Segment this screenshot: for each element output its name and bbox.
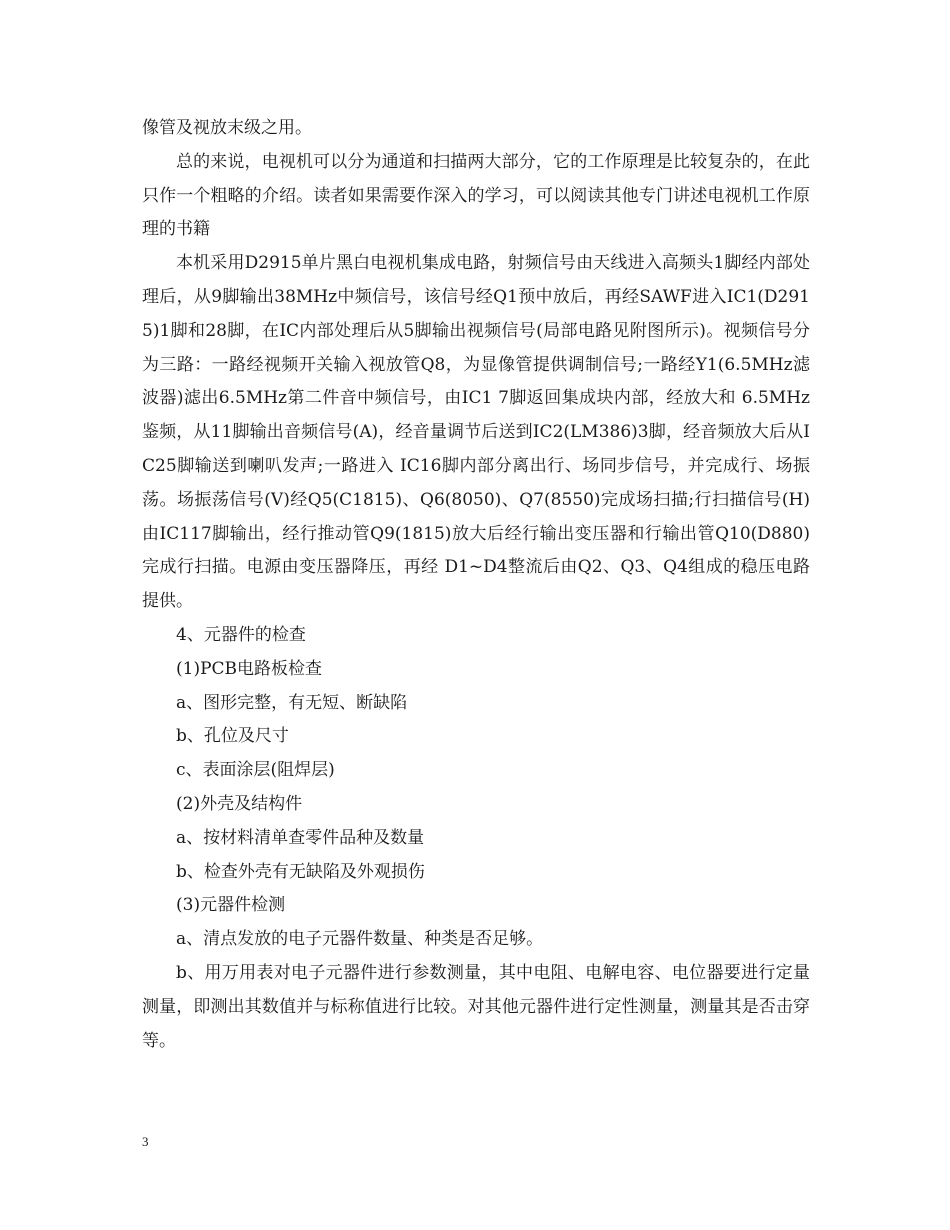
document-body [142,112,810,1058]
paragraph: 本机采用D2915单片黑白电视机集成电路，射频信号由天线进入高频头1脚经内部处理后，从9脚输出38MHz中频信号，该信号经Q1预中放后，再经SAWF进入IC1(D2915)1脚和28脚，在IC内部处理后从5脚输出视频信号(局部电路见附图所示)。视频信号分为三路：一路经视频开关输入视放管Q8，为显像管提供调制信号;一路经Y1(6.5MHz滤波器)滤出6.5MHz第二件音中频信号，由IC1 7脚返回集成块内部，经放大和 6.5MHz 鉴频，从11脚输出音频信号(A)，经音量调节后送到IC2(LM386)3脚，经音频放大后从IC25脚输送到喇叭发声;一路进入 IC16脚内部分离出行、场同步信号，并完成行、场振荡。场振荡信号(V)经Q5(C1815)、Q6(8050)、Q7(8550)完成场扫描;行扫描信号(H)由IC117脚输出，经行推动管Q9(1815)放大后经行输出变压器和行输出管Q10(D880)完成行扫描。电源由变压器降压，再经 D1~D4整流后由Q2、Q3、Q4组成的稳压电路提供。 [142,253,810,612]
list-item: a、按材料清单查零件品种及数量 [176,827,425,848]
paragraph: b、用万用表对电子元器件进行参数测量，其中电阻、电解电容、电位器要进行定量测量，即测出其数值并与标称值进行比较。对其他元器件进行定性测量，测量其是否击穿等。 [142,962,810,1051]
page-number: 3 [142,1134,149,1149]
section-heading: 4、元器件的检查 [176,624,306,645]
list-item: b、孔位及尺寸 [176,726,289,747]
paragraph: 像管及视放末级之用。 [142,118,312,138]
subsection-heading: (3)元器件检测 [176,895,286,916]
list-item: a、清点发放的电子元器件数量、种类是否足够。 [176,929,544,950]
list-item: c、表面涂层(阻焊层) [176,760,335,781]
list-item: a、图形完整，有无短、断缺陷 [176,692,408,713]
subsection-heading: (1)PCB电路板检查 [176,658,323,679]
subsection-heading: (2)外壳及结构件 [176,793,303,814]
list-item: b、检查外壳有无缺陷及外观损伤 [176,861,425,882]
paragraph: 总的来说，电视机可以分为通道和扫描两大部分，它的工作原理是比较复杂的，在此只作一个粗略的介绍。读者如果需要作深入的学习，可以阅读其他专门讲述电视机工作原理的书籍 [142,151,810,240]
